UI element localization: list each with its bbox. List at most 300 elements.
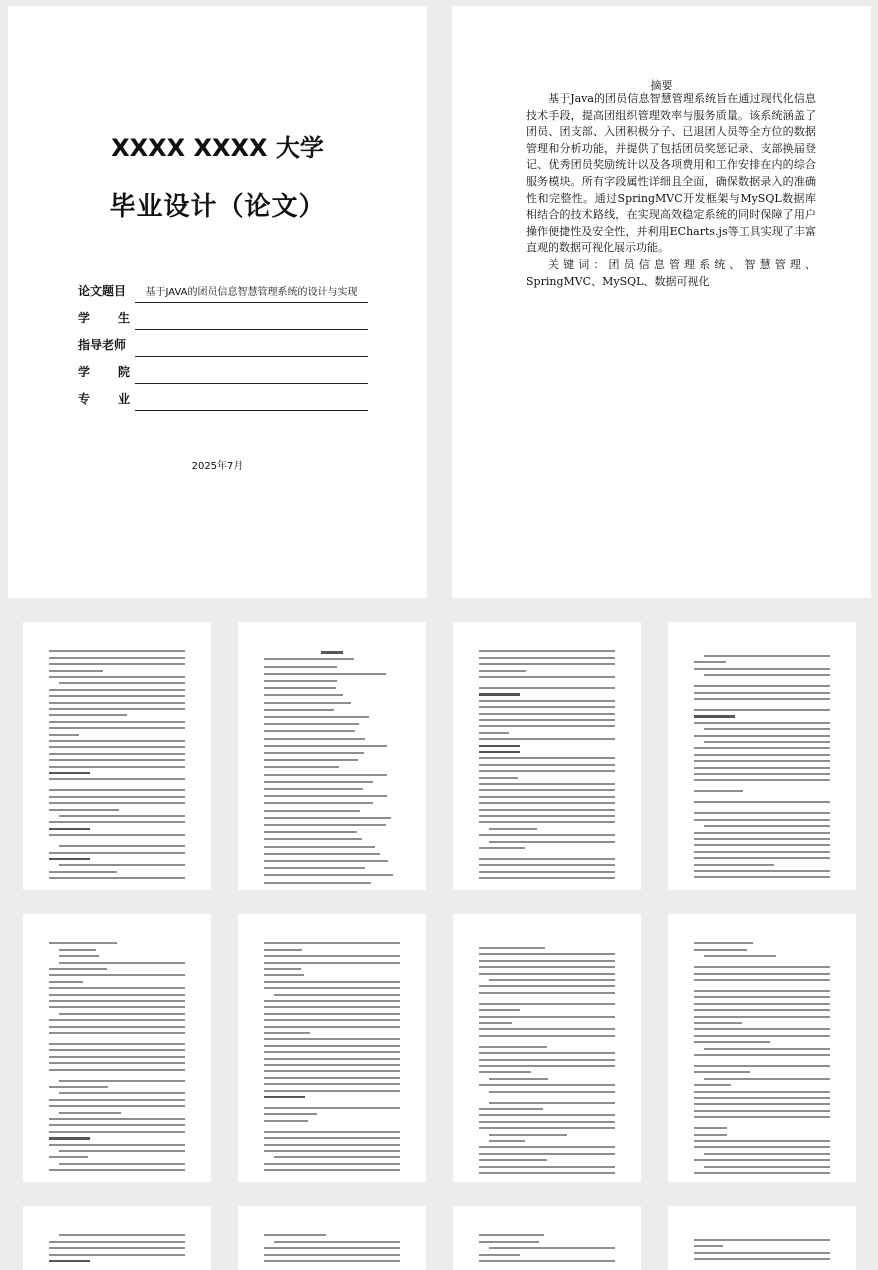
text-line-placeholder [49, 858, 90, 860]
field-label-student-char-2: 生 [117, 311, 130, 325]
thumbnail-page[interactable] [668, 914, 856, 1182]
text-line-placeholder [264, 1013, 400, 1015]
text-line-placeholder [59, 1092, 185, 1094]
text-line-placeholder [704, 674, 830, 676]
text-line-placeholder [264, 1019, 400, 1021]
text-line-placeholder [694, 942, 753, 944]
abstract-body [526, 91, 816, 290]
text-line-placeholder [264, 788, 363, 790]
text-line-placeholder [49, 802, 185, 804]
text-line-placeholder [694, 838, 830, 840]
text-line-placeholder [264, 774, 387, 776]
thumbnail-page[interactable] [453, 1206, 641, 1270]
text-line-placeholder [694, 1097, 830, 1099]
text-line-placeholder [264, 1090, 400, 1092]
text-line-placeholder [264, 759, 358, 761]
text-line-placeholder [479, 1234, 544, 1236]
text-line-placeholder [49, 994, 185, 996]
thumbnail-page[interactable] [238, 914, 426, 1182]
text-line-placeholder [489, 1102, 615, 1104]
text-line-placeholder [694, 668, 830, 670]
text-line-placeholder [489, 979, 615, 981]
field-label-college [78, 363, 130, 380]
text-line-placeholder [264, 860, 388, 862]
text-line-placeholder [264, 955, 400, 957]
text-line-placeholder [49, 987, 185, 989]
text-line-placeholder [49, 778, 185, 780]
text-line-placeholder [694, 1258, 830, 1260]
text-line-placeholder [59, 682, 185, 684]
text-line-placeholder [704, 728, 830, 730]
text-line-placeholder [49, 1131, 185, 1133]
text-line-placeholder [264, 1045, 400, 1047]
text-line-placeholder [479, 1172, 615, 1174]
text-line-placeholder [694, 735, 830, 737]
text-line-placeholder [264, 853, 380, 855]
text-line-placeholder [49, 1260, 90, 1262]
field-label-major [78, 390, 130, 407]
text-line-placeholder [479, 713, 615, 715]
text-line-placeholder [49, 740, 185, 742]
text-line-placeholder [694, 851, 830, 853]
text-line-placeholder [479, 1046, 547, 1048]
text-line-placeholder [694, 779, 830, 781]
text-line-placeholder [694, 819, 830, 821]
field-label-major-char-2: 业 [117, 392, 130, 406]
text-line-placeholder [49, 1105, 185, 1107]
text-line-placeholder [694, 1035, 830, 1037]
text-line-placeholder [479, 960, 615, 962]
text-line-placeholder [694, 709, 830, 711]
field-label-college-char-1: 学 [78, 365, 91, 379]
text-line-placeholder [479, 719, 615, 721]
text-line-placeholder [49, 1019, 185, 1021]
text-line-placeholder [479, 783, 615, 785]
field-label-advisor: 指导老师 [78, 338, 127, 352]
text-line-placeholder [694, 1071, 750, 1073]
field-label-topic: 论文题目 [78, 284, 127, 298]
text-line-placeholder [49, 974, 185, 976]
text-line-placeholder [694, 996, 830, 998]
text-line-placeholder [479, 1052, 615, 1054]
text-line-placeholder [264, 968, 301, 970]
text-line-placeholder [49, 1000, 185, 1002]
text-line-placeholder [264, 680, 337, 682]
text-line-placeholder [694, 685, 830, 687]
text-line-placeholder [479, 877, 615, 879]
text-line-placeholder [694, 747, 830, 749]
text-line-placeholder [264, 1051, 400, 1053]
text-line-placeholder [49, 676, 185, 678]
text-line-placeholder [264, 1150, 400, 1152]
text-line-placeholder [694, 979, 830, 981]
text-line-placeholder [479, 1260, 615, 1262]
field-underline-advisor [135, 356, 368, 357]
text-line-placeholder [59, 1163, 185, 1165]
text-line-placeholder [694, 1172, 830, 1174]
text-line-placeholder [264, 1260, 400, 1262]
text-line-placeholder [264, 745, 387, 747]
text-line-placeholder [694, 715, 735, 717]
abstract-page[interactable] [452, 6, 871, 598]
text-line-placeholder [479, 770, 615, 772]
text-line-placeholder [264, 781, 373, 783]
text-line-placeholder [264, 974, 304, 976]
text-line-placeholder [49, 1137, 90, 1139]
text-line-placeholder [59, 1150, 185, 1152]
text-line-placeholder [49, 821, 185, 823]
text-line-placeholder [479, 751, 520, 753]
text-line-placeholder [49, 772, 90, 774]
field-label-student [78, 309, 130, 326]
text-line-placeholder [49, 796, 185, 798]
text-line-placeholder [694, 698, 830, 700]
text-line-placeholder [694, 1127, 727, 1129]
text-line-placeholder [479, 1166, 615, 1168]
text-line-placeholder [694, 966, 830, 968]
text-line-placeholder [479, 657, 615, 659]
text-line-placeholder [479, 815, 615, 817]
text-line-placeholder [479, 871, 615, 873]
text-line-placeholder [264, 810, 360, 812]
text-line-placeholder [274, 1156, 400, 1158]
text-line-placeholder [49, 695, 185, 697]
text-line-placeholder [264, 874, 393, 876]
text-line-placeholder [49, 759, 185, 761]
text-line-placeholder [49, 1247, 185, 1249]
text-line-placeholder [479, 777, 518, 779]
text-line-placeholder [264, 1144, 400, 1146]
submission-date: 2025年7月 [191, 461, 244, 472]
thesis-type-title: 毕业设计（论文） [109, 192, 326, 222]
text-line-placeholder [694, 1116, 830, 1118]
text-line-placeholder [49, 714, 127, 716]
text-line-placeholder [694, 990, 830, 992]
text-line-placeholder [479, 1153, 615, 1155]
text-line-placeholder [479, 1065, 615, 1067]
field-underline-student [135, 329, 368, 330]
field-underline-major [135, 410, 368, 411]
text-line-placeholder [59, 962, 185, 964]
text-line-placeholder [694, 661, 726, 663]
text-line-placeholder [694, 1041, 770, 1043]
text-line-placeholder [479, 802, 615, 804]
text-line-placeholder [49, 670, 103, 672]
text-line-placeholder [49, 1169, 185, 1171]
text-line-placeholder [264, 752, 364, 754]
text-line-placeholder [479, 809, 615, 811]
text-line-placeholder [479, 693, 520, 695]
text-line-placeholder [49, 702, 185, 704]
text-line-placeholder [479, 1114, 615, 1116]
text-line-placeholder [694, 1022, 742, 1024]
text-line-placeholder [49, 1241, 185, 1243]
text-line-placeholder [479, 725, 615, 727]
text-line-placeholder [479, 700, 615, 702]
text-line-placeholder [264, 1070, 400, 1072]
field-label-major-char-1: 专 [78, 392, 91, 406]
thumbnail-page[interactable] [23, 914, 211, 1182]
text-line-placeholder [479, 1035, 615, 1037]
text-line-placeholder [49, 746, 185, 748]
text-line-placeholder [704, 825, 830, 827]
text-line-placeholder [264, 1032, 310, 1034]
text-line-placeholder [489, 1134, 567, 1136]
text-line-placeholder [49, 727, 185, 729]
text-line-placeholder [49, 834, 185, 836]
text-line-placeholder [49, 1254, 185, 1256]
text-line-placeholder [694, 1054, 830, 1056]
text-line-placeholder [49, 1043, 185, 1045]
text-line-placeholder [264, 738, 365, 740]
text-line-placeholder [264, 949, 302, 951]
text-line-placeholder [694, 790, 743, 792]
text-line-placeholder [694, 754, 830, 756]
text-line-placeholder [264, 666, 337, 668]
text-line-placeholder [694, 1016, 830, 1018]
text-line-placeholder [49, 809, 119, 811]
text-line-placeholder [49, 657, 185, 659]
text-line-placeholder [694, 1245, 723, 1247]
text-line-placeholder [59, 955, 99, 957]
thumbnail-page[interactable] [453, 622, 641, 890]
text-line-placeholder [479, 789, 615, 791]
text-line-placeholder [704, 741, 830, 743]
text-line-placeholder [489, 1078, 548, 1080]
text-line-placeholder [49, 650, 185, 652]
field-underline-topic [135, 302, 368, 303]
text-line-placeholder [264, 1006, 400, 1008]
text-line-placeholder [49, 1099, 185, 1101]
text-line-placeholder [49, 852, 185, 854]
text-line-placeholder [49, 1156, 88, 1158]
text-line-placeholder [704, 655, 830, 657]
text-line-placeholder [479, 1121, 615, 1123]
thumbnail-page[interactable] [238, 1206, 426, 1270]
text-line-placeholder [479, 847, 525, 849]
text-line-placeholder [59, 1112, 121, 1114]
text-line-placeholder [479, 834, 615, 836]
text-line-placeholder [479, 663, 615, 665]
text-line-placeholder [694, 1091, 830, 1093]
thumbnail-page[interactable] [668, 622, 856, 890]
text-line-placeholder [694, 864, 774, 866]
text-line-placeholder [479, 973, 615, 975]
text-line-placeholder [694, 949, 747, 951]
text-line-placeholder [49, 789, 185, 791]
text-line-placeholder [49, 721, 185, 723]
text-line-placeholder [59, 864, 185, 866]
thumbnail-page[interactable] [668, 1206, 856, 1270]
text-line-placeholder [49, 1124, 185, 1126]
text-line-placeholder [264, 831, 357, 833]
text-line-placeholder [264, 1137, 400, 1139]
text-line-placeholder [264, 867, 365, 869]
text-line-placeholder [479, 953, 615, 955]
text-line-placeholder [264, 1038, 400, 1040]
text-line-placeholder [479, 738, 615, 740]
text-line-placeholder [59, 845, 185, 847]
text-line-placeholder [704, 1078, 830, 1080]
text-line-placeholder [694, 760, 830, 762]
text-line-placeholder [264, 987, 400, 989]
cover-page[interactable] [8, 6, 427, 598]
text-line-placeholder [694, 1159, 830, 1161]
text-line-placeholder [264, 687, 336, 689]
text-line-placeholder [49, 1026, 185, 1028]
text-line-placeholder [49, 871, 117, 873]
text-line-placeholder [264, 716, 369, 718]
text-line-placeholder [59, 949, 96, 951]
text-line-placeholder [479, 687, 615, 689]
text-line-placeholder [49, 663, 185, 665]
field-value-topic: 基于JAVA的团员信息智慧管理系统的设计与实现 [145, 287, 358, 298]
text-line-placeholder [264, 723, 359, 725]
text-line-placeholder [49, 1056, 185, 1058]
abstract-keywords: 关键词：团员信息管理系统、智慧管理、SpringMVC、MySQL、数据可视化 [526, 257, 816, 288]
text-line-placeholder [49, 734, 79, 736]
text-line-placeholder [264, 817, 391, 819]
text-line-placeholder [489, 1247, 615, 1249]
text-line-placeholder [264, 694, 343, 696]
text-line-placeholder [49, 689, 185, 691]
text-line-placeholder [479, 1254, 520, 1256]
text-line-placeholder [489, 1091, 615, 1093]
field-label-student-char-1: 学 [78, 311, 91, 325]
text-line-placeholder [694, 844, 830, 846]
text-line-placeholder [264, 802, 373, 804]
text-line-placeholder [479, 650, 615, 652]
text-line-placeholder [264, 1234, 326, 1236]
text-line-placeholder [479, 1003, 615, 1005]
text-line-placeholder [264, 673, 386, 675]
text-line-placeholder [264, 1096, 305, 1098]
text-line-placeholder [479, 745, 520, 747]
text-line-placeholder [479, 1016, 615, 1018]
text-line-placeholder [264, 1254, 400, 1256]
text-line-placeholder [479, 764, 615, 766]
text-line-placeholder [59, 1080, 185, 1082]
text-line-placeholder [479, 757, 615, 759]
text-line-placeholder [274, 994, 400, 996]
text-line-placeholder [49, 828, 90, 830]
text-line-placeholder [704, 1166, 830, 1168]
text-line-placeholder [321, 651, 343, 653]
text-line-placeholder [274, 1241, 400, 1243]
text-line-placeholder [479, 1009, 520, 1011]
text-line-placeholder [264, 1083, 400, 1085]
text-line-placeholder [694, 1146, 830, 1148]
text-line-placeholder [49, 981, 83, 983]
field-label-college-char-2: 院 [117, 365, 130, 379]
text-line-placeholder [694, 1110, 830, 1112]
text-line-placeholder [704, 1153, 830, 1155]
text-line-placeholder [694, 773, 830, 775]
text-line-placeholder [264, 766, 339, 768]
text-line-placeholder [479, 1241, 539, 1243]
text-line-placeholder [264, 1077, 400, 1079]
text-line-placeholder [694, 1103, 830, 1105]
text-line-placeholder [264, 882, 371, 884]
text-line-placeholder [49, 766, 185, 768]
text-line-placeholder [479, 1071, 531, 1073]
text-line-placeholder [694, 692, 830, 694]
text-line-placeholder [694, 801, 830, 803]
text-line-placeholder [479, 821, 615, 823]
text-line-placeholder [694, 1252, 830, 1254]
text-line-placeholder [264, 702, 351, 704]
text-line-placeholder [694, 832, 830, 834]
text-line-placeholder [264, 962, 400, 964]
text-line-placeholder [59, 1234, 185, 1236]
text-line-placeholder [489, 1140, 525, 1142]
text-line-placeholder [264, 1120, 308, 1122]
text-line-placeholder [264, 1064, 400, 1066]
field-underline-college [135, 383, 368, 384]
abstract-heading: 摘要 [650, 79, 673, 92]
text-line-placeholder [49, 1069, 185, 1071]
text-line-placeholder [264, 1026, 400, 1028]
text-line-placeholder [694, 1239, 830, 1241]
text-line-placeholder [264, 709, 334, 711]
text-line-placeholder [49, 1006, 185, 1008]
text-line-placeholder [479, 706, 615, 708]
text-line-placeholder [479, 1146, 615, 1148]
text-line-placeholder [264, 1169, 400, 1171]
text-line-placeholder [694, 1140, 830, 1142]
thumbnail-page[interactable] [453, 914, 641, 1182]
text-line-placeholder [694, 722, 830, 724]
text-line-placeholder [479, 1084, 615, 1086]
thumbnail-page[interactable] [23, 622, 211, 890]
text-line-placeholder [694, 857, 830, 859]
text-line-placeholder [264, 730, 355, 732]
text-line-placeholder [694, 1084, 731, 1086]
text-line-placeholder [264, 1000, 400, 1002]
text-line-placeholder [264, 1058, 400, 1060]
text-line-placeholder [479, 1159, 547, 1161]
text-line-placeholder [264, 1247, 400, 1249]
text-line-placeholder [264, 1113, 317, 1115]
text-line-placeholder [49, 942, 117, 944]
abstract-paragraph: 基于Java的团员信息智慧管理系统旨在通过现代化信息技术手段，提高团组织管理效率与服务质量。该系统涵盖了团员、团支部、入团积极分子、已退团人员等全方位的数据管理和分析功能，并提供了包括团员奖惩记录、支部换届登记、优秀团员奖励统计以及各项费用和工作安排在内的综合服务模块。所有字段属性详细且全面，确保数据录入的准确性和完整性。通过SpringMVC开发框架与MySQL数据库相结合的技术路线，在实现高效稳定系统的同时保障了用户操作便捷性及安全性，并利用ECharts.js等工具实现了丰富直观的数据可视化展示功能。 [526, 92, 816, 255]
text-line-placeholder [479, 992, 615, 994]
text-line-placeholder [479, 947, 545, 949]
text-line-placeholder [264, 846, 375, 848]
text-line-placeholder [479, 1108, 543, 1110]
text-line-placeholder [49, 1062, 185, 1064]
text-line-placeholder [479, 858, 615, 860]
text-line-placeholder [694, 812, 830, 814]
text-line-placeholder [694, 1134, 727, 1136]
text-line-placeholder [694, 870, 830, 872]
text-line-placeholder [489, 828, 537, 830]
text-line-placeholder [704, 1048, 830, 1050]
text-line-placeholder [694, 1028, 830, 1030]
text-line-placeholder [49, 968, 107, 970]
text-line-placeholder [264, 1163, 400, 1165]
text-line-placeholder [489, 841, 615, 843]
text-line-placeholder [49, 1118, 185, 1120]
text-line-placeholder [694, 1065, 830, 1067]
text-line-placeholder [264, 981, 400, 983]
text-line-placeholder [479, 732, 509, 734]
text-line-placeholder [59, 815, 185, 817]
text-line-placeholder [479, 966, 615, 968]
thumbnail-page[interactable] [23, 1206, 211, 1270]
text-line-placeholder [264, 1131, 400, 1133]
thumbnail-page[interactable] [238, 622, 426, 890]
